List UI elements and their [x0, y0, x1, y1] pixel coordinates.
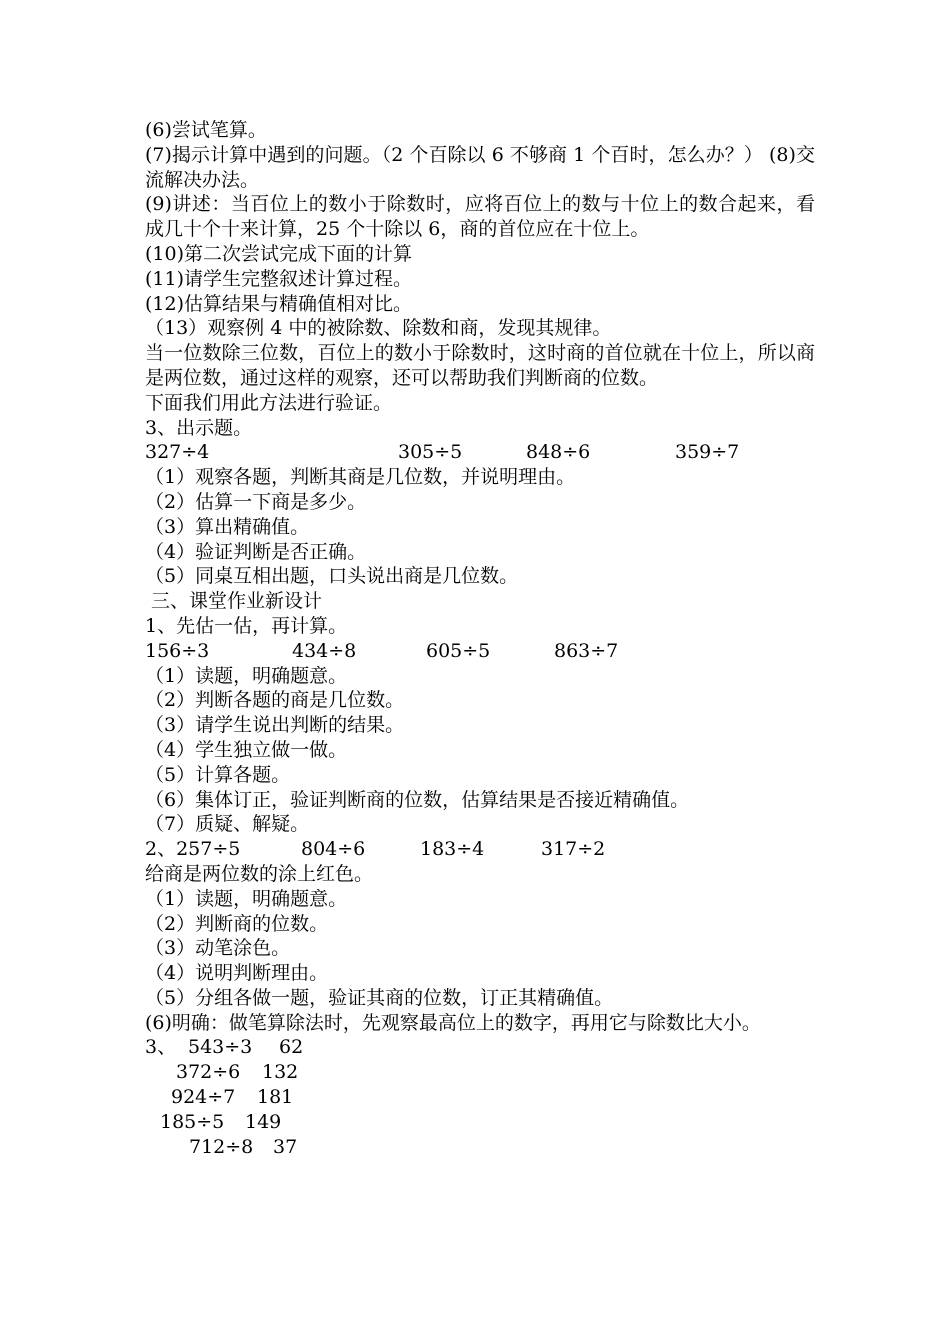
- division-expression: 434÷8: [292, 639, 357, 662]
- text-line: （1）观察各题，判断其商是几位数，并说明理由。: [145, 466, 576, 489]
- division-expression: 156÷3: [145, 639, 210, 662]
- text-line: （5）同桌互相出题，口头说出商是几位数。: [145, 565, 519, 588]
- division-expression: 863÷7: [554, 639, 619, 662]
- division-expression: 317÷2: [541, 838, 606, 861]
- match-expression: 712÷8: [189, 1135, 254, 1158]
- match-value: 37: [273, 1135, 298, 1158]
- match-row: [145, 1060, 815, 1085]
- text-line: （2）估算一下商是多少。: [145, 490, 367, 513]
- exercise-row-1: [145, 440, 815, 465]
- text-line: （1）读题，明确题意。: [145, 887, 348, 910]
- division-expression: 605÷5: [426, 639, 491, 662]
- text-line: （3）算出精确值。: [145, 515, 310, 538]
- division-expression: 804÷6: [301, 838, 366, 861]
- text-line: （1）读题，明确题意。: [145, 664, 348, 687]
- text-line: （3）请学生说出判断的结果。: [145, 714, 405, 737]
- match-prefix: 3、: [145, 1036, 177, 1059]
- text-line: (12)估算结果与精确值相对比。: [145, 292, 413, 315]
- text-line: （5）计算各题。: [145, 763, 291, 786]
- text-line: 3、出示题。: [145, 416, 253, 439]
- match-value: 132: [262, 1061, 299, 1084]
- division-expression: 359÷7: [675, 441, 740, 464]
- text-line: （2）判断商的位数。: [145, 912, 329, 935]
- text-line: 1、先估一估，再计算。: [145, 614, 348, 637]
- match-expression: 372÷6: [176, 1061, 241, 1084]
- exercise-row-2: [145, 639, 815, 664]
- text-paragraph: (7)揭示计算中遇到的问题。（2 个百除以 6 不够商 1 个百时，怎么办？） (8)交流解决办法。: [145, 143, 815, 191]
- text-line: （7）质疑、解疑。: [145, 813, 310, 836]
- division-expression: 305÷5: [398, 441, 463, 464]
- division-expression: 183÷4: [420, 838, 485, 861]
- text-line: （2）判断各题的商是几位数。: [145, 689, 405, 712]
- text-line: 给商是两位数的涂上红色。: [145, 862, 374, 885]
- match-value: 149: [245, 1110, 282, 1133]
- document-page: [145, 118, 815, 1159]
- match-expression: 185÷5: [160, 1110, 225, 1133]
- text-paragraph: 当一位数除三位数，百位上的数小于除数时，这时商的首位就在十位上，所以商是两位数，通过这样的观察，还可以帮助我们判断商的位数。: [145, 342, 815, 389]
- text-line: （5）分组各做一题，验证其商的位数，订正其精确值。: [145, 986, 614, 1009]
- text-line: 下面我们用此方法进行验证。: [145, 391, 393, 414]
- text-line: （4）说明判断理由。: [145, 962, 329, 985]
- match-row: [145, 1085, 815, 1110]
- text-line: (11)请学生完整叙述计算过程。: [145, 267, 413, 290]
- match-row: [145, 1135, 815, 1160]
- division-expression: 327÷4: [145, 441, 210, 464]
- text-line: （3）动笔涂色。: [145, 937, 291, 960]
- text-line: (10)第二次尝试完成下面的计算: [145, 242, 413, 265]
- match-expression: 543÷3: [188, 1036, 253, 1059]
- text-line: （6）集体订正，验证判断商的位数，估算结果是否接近精确值。: [145, 788, 690, 811]
- match-value: 181: [257, 1086, 294, 1109]
- match-value: 62: [279, 1036, 304, 1059]
- text-line: (6)尝试笔算。: [145, 119, 267, 141]
- text-paragraph: (9)讲述：当百位上的数小于除数时，应将百位上的数与十位上的数合起来，看成几十个十来计算，25 个十除以 6，商的首位应在十位上。: [145, 193, 815, 241]
- match-expression: 924÷7: [171, 1086, 236, 1109]
- section-heading: 三、课堂作业新设计: [145, 590, 323, 613]
- match-row: [145, 1035, 815, 1060]
- match-row: [145, 1110, 815, 1135]
- text-line: （13）观察例 4 中的被除数、除数和商，发现其规律。: [145, 317, 612, 340]
- text-line: （4）验证判断是否正确。: [145, 540, 367, 563]
- exercise-row-3: [145, 837, 815, 862]
- division-expression: 2、257÷5: [145, 838, 241, 861]
- text-paragraph: (6)明确：做笔算除法时，先观察最高位上的数字，再用它与除数比大小。: [145, 1011, 761, 1034]
- text-line: （4）学生独立做一做。: [145, 738, 348, 761]
- division-expression: 848÷6: [526, 441, 591, 464]
